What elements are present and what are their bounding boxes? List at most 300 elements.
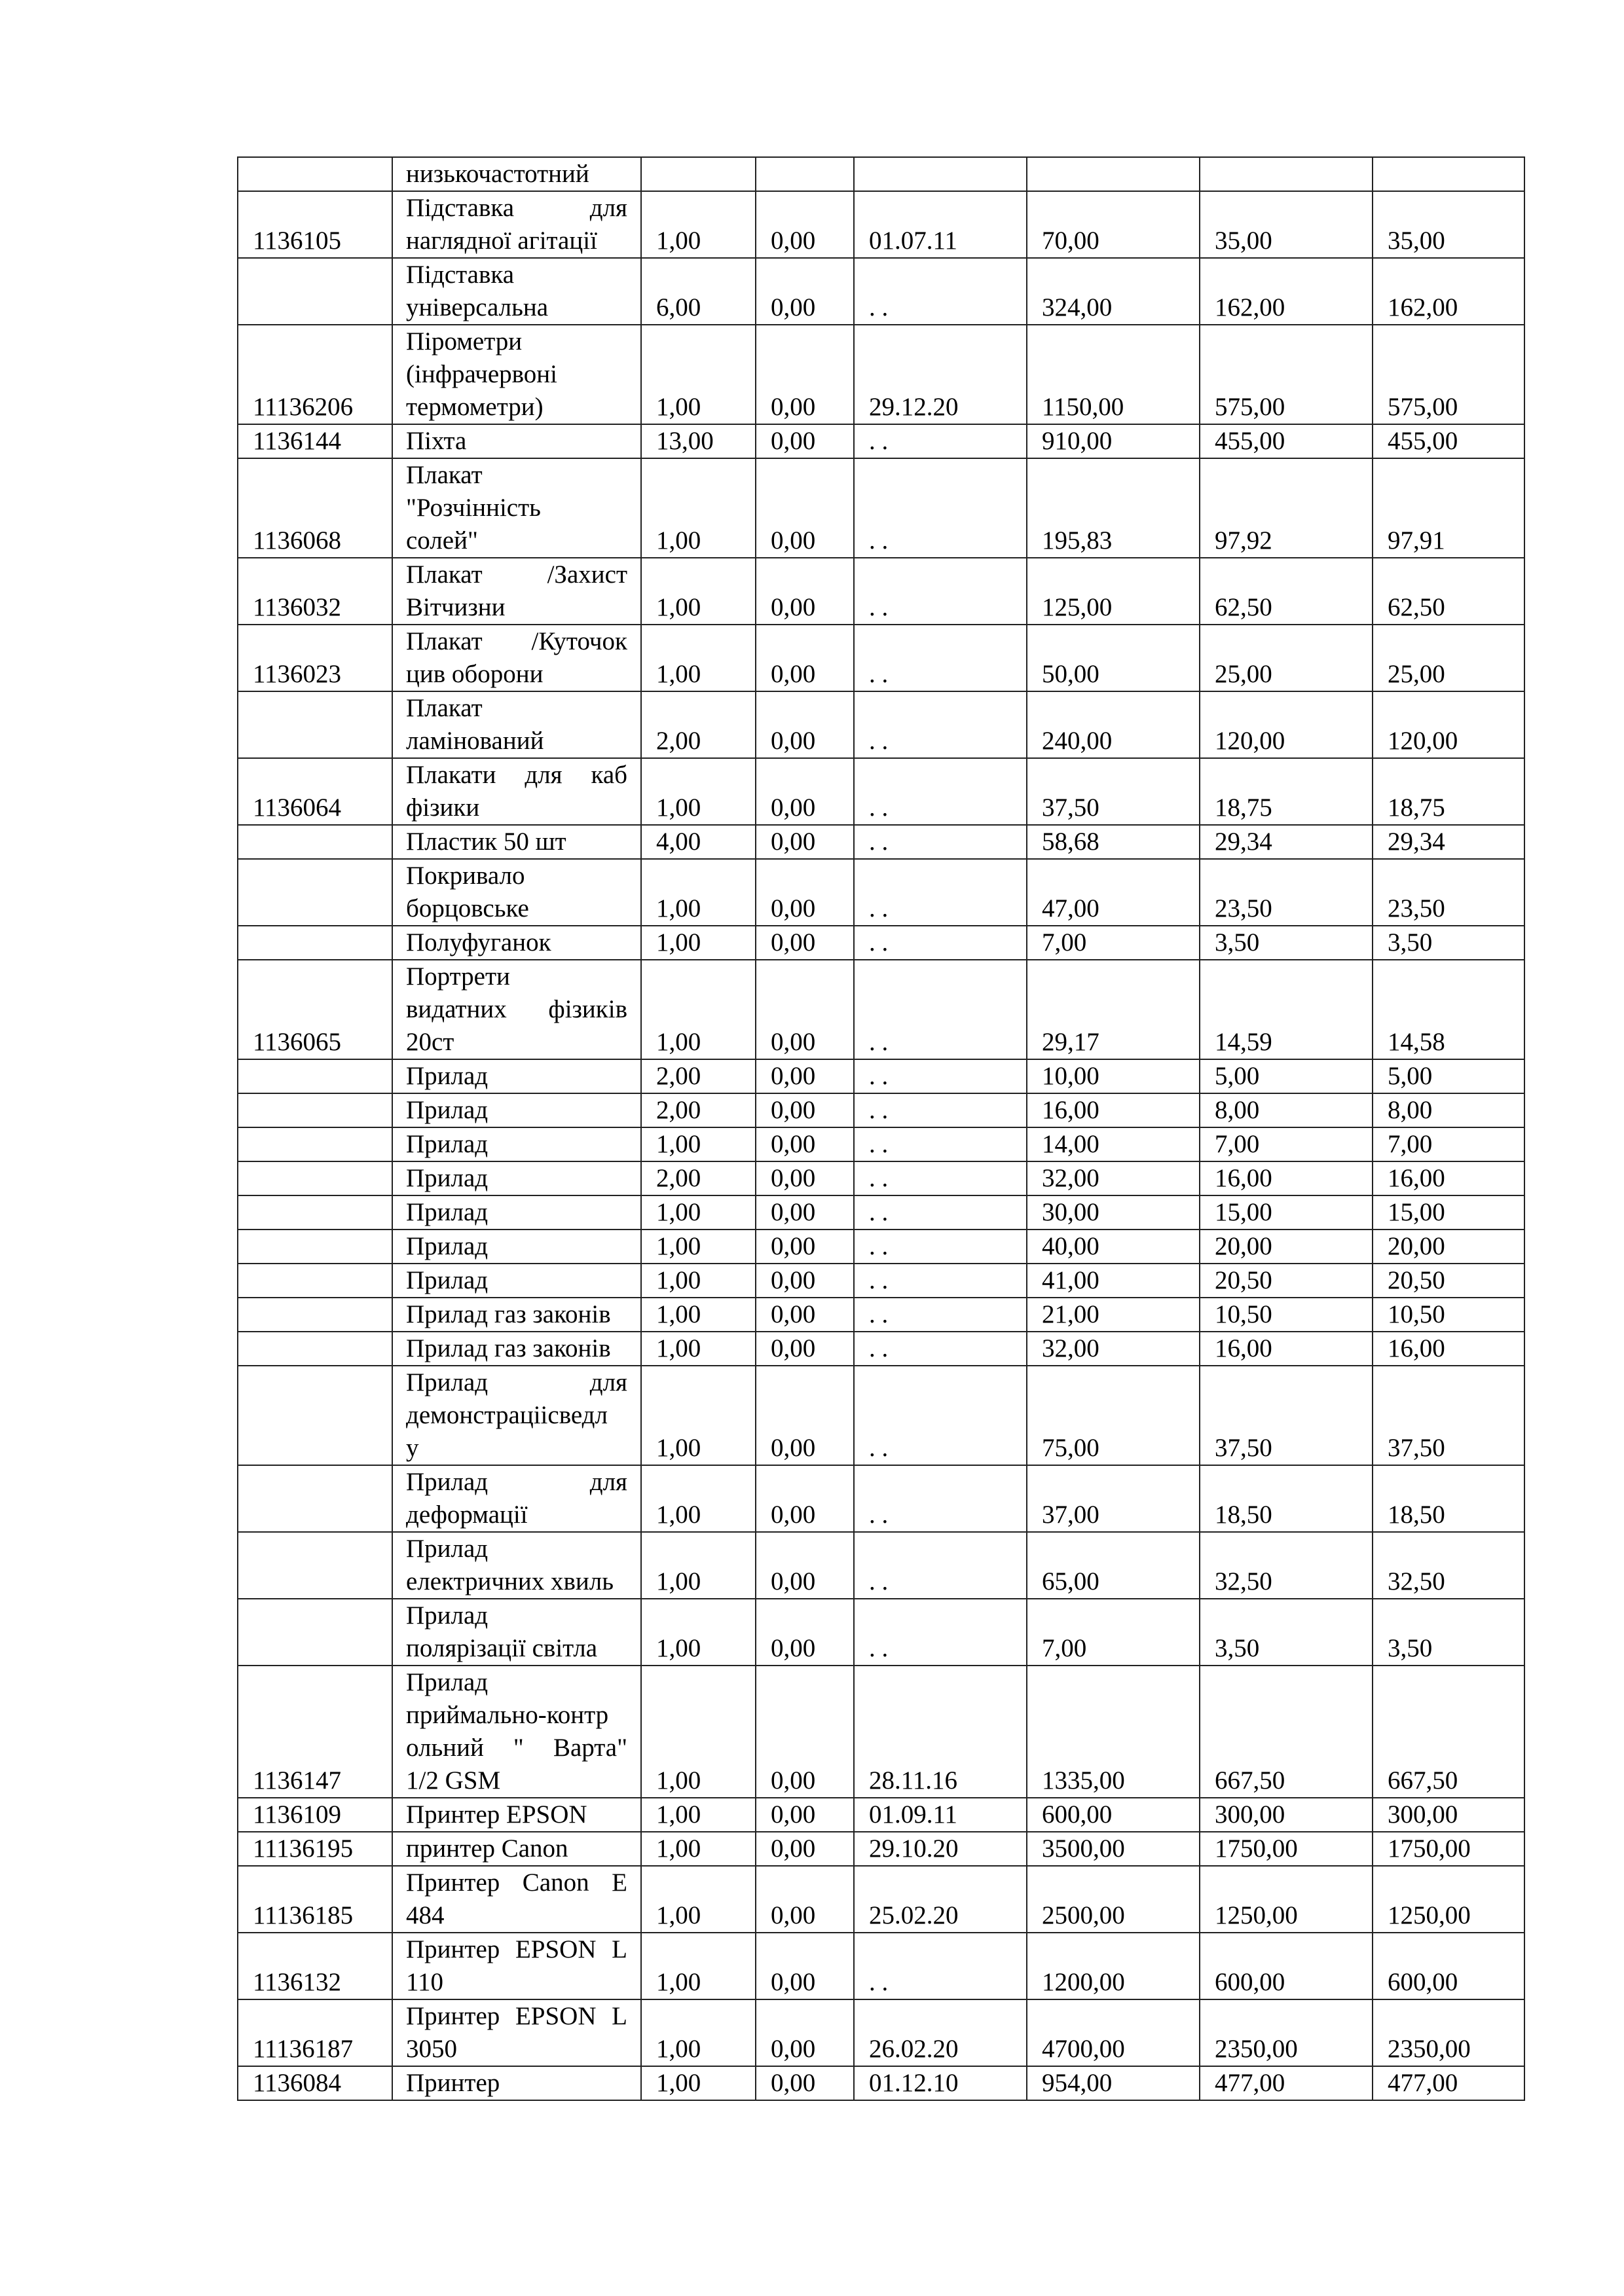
cell-value: 0,00 xyxy=(756,859,854,926)
cell-inventory-number xyxy=(238,1161,392,1195)
cell-residual-value: 37,50 xyxy=(1373,1366,1524,1465)
cell-item-name xyxy=(392,1599,641,1666)
cell-depreciation: 7,00 xyxy=(1200,1127,1373,1161)
item-name-line: приймально-контр xyxy=(406,1701,609,1729)
item-name-line: Плакат xyxy=(406,694,483,722)
cell-value xyxy=(756,157,854,191)
cell-quantity: 1,00 xyxy=(641,926,756,960)
cell-item-name xyxy=(392,558,641,625)
cell-value: 0,00 xyxy=(756,1366,854,1465)
cell-value: 0,00 xyxy=(756,1264,854,1298)
item-name-line: універсальна xyxy=(406,293,549,321)
cell-inventory-number: 11136195 xyxy=(238,1832,392,1866)
item-name-line: Плакат /Захист xyxy=(406,560,627,589)
cell-amount: 29,17 xyxy=(1027,960,1200,1059)
cell-amount: 324,00 xyxy=(1027,258,1200,325)
cell-quantity: 1,00 xyxy=(641,1366,756,1465)
cell-quantity: 1,00 xyxy=(641,1465,756,1532)
item-name-line: Принтер Canon E xyxy=(406,1868,627,1897)
item-name-line: Підставка xyxy=(406,261,515,289)
cell-item-name xyxy=(392,2066,641,2100)
item-name-line: Принтер xyxy=(406,2069,500,2097)
cell-amount: 70,00 xyxy=(1027,191,1200,258)
cell-depreciation: 120,00 xyxy=(1200,691,1373,758)
cell-residual-value: 32,50 xyxy=(1373,1532,1524,1599)
cell-quantity: 2,00 xyxy=(641,691,756,758)
cell-amount: 21,00 xyxy=(1027,1298,1200,1332)
cell-item-name xyxy=(392,424,641,458)
cell-date: . . xyxy=(854,1059,1027,1093)
cell-amount: 65,00 xyxy=(1027,1532,1200,1599)
cell-value: 0,00 xyxy=(756,625,854,691)
table-row xyxy=(238,458,1524,558)
cell-value: 0,00 xyxy=(756,1298,854,1332)
table-row xyxy=(238,424,1524,458)
item-name-line: 1/2 GSM xyxy=(406,1766,501,1795)
cell-quantity: 1,00 xyxy=(641,1230,756,1264)
table-row xyxy=(238,1933,1524,1999)
item-name-line: у xyxy=(406,1434,419,1462)
cell-quantity: 2,00 xyxy=(641,1059,756,1093)
item-name-line: Вітчизни xyxy=(406,593,506,621)
table-row xyxy=(238,691,1524,758)
item-name-line: (інфрачервоні xyxy=(406,360,557,388)
cell-quantity: 1,00 xyxy=(641,1264,756,1298)
cell-value: 0,00 xyxy=(756,691,854,758)
item-name-line: Прилад xyxy=(406,1601,489,1630)
cell-item-name xyxy=(392,325,641,424)
cell-residual-value: 18,50 xyxy=(1373,1465,1524,1532)
cell-value: 0,00 xyxy=(756,926,854,960)
cell-depreciation: 15,00 xyxy=(1200,1195,1373,1230)
cell-value: 0,00 xyxy=(756,1866,854,1933)
cell-amount: 47,00 xyxy=(1027,859,1200,926)
table-row xyxy=(238,960,1524,1059)
item-name-line: принтер Canon xyxy=(406,1834,568,1863)
item-name-line: Покривало xyxy=(406,862,525,890)
cell-quantity: 2,00 xyxy=(641,1161,756,1195)
cell-depreciation: 1750,00 xyxy=(1200,1832,1373,1866)
cell-inventory-number: 1136109 xyxy=(238,1798,392,1832)
cell-inventory-number xyxy=(238,1599,392,1666)
item-name-line: Прилад xyxy=(406,1130,489,1158)
cell-residual-value: 25,00 xyxy=(1373,625,1524,691)
cell-amount: 125,00 xyxy=(1027,558,1200,625)
table-row xyxy=(238,825,1524,859)
cell-date: . . xyxy=(854,1093,1027,1127)
cell-date: . . xyxy=(854,1127,1027,1161)
cell-date: . . xyxy=(854,1532,1027,1599)
cell-depreciation: 14,59 xyxy=(1200,960,1373,1059)
cell-inventory-number: 11136185 xyxy=(238,1866,392,1933)
cell-date: . . xyxy=(854,926,1027,960)
cell-quantity: 1,00 xyxy=(641,1332,756,1366)
item-name-line: "Розчінність xyxy=(406,494,541,522)
table-row xyxy=(238,758,1524,825)
cell-item-name xyxy=(392,1059,641,1093)
cell-residual-value: 14,58 xyxy=(1373,960,1524,1059)
cell-quantity: 1,00 xyxy=(641,325,756,424)
cell-quantity xyxy=(641,157,756,191)
cell-depreciation: 23,50 xyxy=(1200,859,1373,926)
inventory-table xyxy=(237,156,1525,2101)
cell-depreciation: 162,00 xyxy=(1200,258,1373,325)
item-name-line: деформації xyxy=(406,1501,528,1529)
cell-residual-value: 20,50 xyxy=(1373,1264,1524,1298)
table-row xyxy=(238,157,1524,191)
cell-depreciation: 97,92 xyxy=(1200,458,1373,558)
table-row xyxy=(238,625,1524,691)
cell-depreciation: 62,50 xyxy=(1200,558,1373,625)
cell-inventory-number xyxy=(238,157,392,191)
cell-date: 29.12.20 xyxy=(854,325,1027,424)
cell-item-name xyxy=(392,1532,641,1599)
cell-quantity: 1,00 xyxy=(641,1999,756,2066)
cell-inventory-number: 11136187 xyxy=(238,1999,392,2066)
item-name-line: Прилад xyxy=(406,1232,489,1260)
item-name-line: Полуфуганок xyxy=(406,928,551,957)
cell-item-name xyxy=(392,1465,641,1532)
cell-residual-value: 16,00 xyxy=(1373,1161,1524,1195)
cell-item-name xyxy=(392,258,641,325)
cell-depreciation: 20,00 xyxy=(1200,1230,1373,1264)
item-name-line: Прилад xyxy=(406,1668,489,1696)
item-name-line: Прилад xyxy=(406,1266,489,1294)
cell-amount xyxy=(1027,157,1200,191)
cell-inventory-number: 1136032 xyxy=(238,558,392,625)
cell-depreciation: 667,50 xyxy=(1200,1666,1373,1798)
cell-residual-value: 23,50 xyxy=(1373,859,1524,926)
table-body xyxy=(238,157,1524,2100)
cell-inventory-number: 1136065 xyxy=(238,960,392,1059)
cell-depreciation: 16,00 xyxy=(1200,1161,1373,1195)
cell-residual-value: 20,00 xyxy=(1373,1230,1524,1264)
cell-value: 0,00 xyxy=(756,1059,854,1093)
cell-item-name xyxy=(392,1264,641,1298)
cell-depreciation: 18,75 xyxy=(1200,758,1373,825)
cell-residual-value: 35,00 xyxy=(1373,191,1524,258)
cell-value: 0,00 xyxy=(756,325,854,424)
cell-depreciation: 8,00 xyxy=(1200,1093,1373,1127)
cell-amount: 1335,00 xyxy=(1027,1666,1200,1798)
cell-inventory-number xyxy=(238,691,392,758)
cell-depreciation: 300,00 xyxy=(1200,1798,1373,1832)
cell-item-name xyxy=(392,691,641,758)
cell-residual-value: 16,00 xyxy=(1373,1332,1524,1366)
cell-quantity: 1,00 xyxy=(641,1127,756,1161)
cell-value: 0,00 xyxy=(756,1933,854,1999)
cell-item-name xyxy=(392,1230,641,1264)
cell-quantity: 1,00 xyxy=(641,859,756,926)
cell-date: . . xyxy=(854,1465,1027,1532)
cell-value: 0,00 xyxy=(756,758,854,825)
cell-quantity: 1,00 xyxy=(641,1195,756,1230)
cell-inventory-number: 1136084 xyxy=(238,2066,392,2100)
cell-date: . . xyxy=(854,1599,1027,1666)
cell-amount: 32,00 xyxy=(1027,1332,1200,1366)
table-row xyxy=(238,1195,1524,1230)
table-row xyxy=(238,1264,1524,1298)
cell-amount: 40,00 xyxy=(1027,1230,1200,1264)
cell-item-name xyxy=(392,191,641,258)
cell-quantity: 1,00 xyxy=(641,1832,756,1866)
cell-residual-value: 29,34 xyxy=(1373,825,1524,859)
cell-item-name xyxy=(392,1832,641,1866)
cell-residual-value: 455,00 xyxy=(1373,424,1524,458)
cell-inventory-number xyxy=(238,258,392,325)
cell-inventory-number xyxy=(238,1127,392,1161)
table-row xyxy=(238,1298,1524,1332)
cell-date: . . xyxy=(854,1332,1027,1366)
cell-amount: 910,00 xyxy=(1027,424,1200,458)
cell-residual-value: 8,00 xyxy=(1373,1093,1524,1127)
cell-value: 0,00 xyxy=(756,1999,854,2066)
cell-value: 0,00 xyxy=(756,1465,854,1532)
cell-depreciation: 2350,00 xyxy=(1200,1999,1373,2066)
cell-inventory-number: 1136132 xyxy=(238,1933,392,1999)
cell-residual-value: 15,00 xyxy=(1373,1195,1524,1230)
cell-amount: 37,50 xyxy=(1027,758,1200,825)
item-name-line: Прилад xyxy=(406,1164,489,1192)
item-name-line: Піхта xyxy=(406,427,467,455)
cell-residual-value xyxy=(1373,157,1524,191)
table-row xyxy=(238,2066,1524,2100)
cell-depreciation: 16,00 xyxy=(1200,1332,1373,1366)
cell-item-name xyxy=(392,1666,641,1798)
item-name-line: 20ст xyxy=(406,1028,454,1056)
cell-amount: 41,00 xyxy=(1027,1264,1200,1298)
table-row xyxy=(238,926,1524,960)
cell-quantity: 6,00 xyxy=(641,258,756,325)
cell-date: 29.10.20 xyxy=(854,1832,1027,1866)
cell-item-name xyxy=(392,1866,641,1933)
cell-residual-value: 7,00 xyxy=(1373,1127,1524,1161)
cell-date: . . xyxy=(854,258,1027,325)
cell-amount: 240,00 xyxy=(1027,691,1200,758)
item-name-line: термометри) xyxy=(406,393,544,421)
table-row xyxy=(238,1999,1524,2066)
cell-value: 0,00 xyxy=(756,825,854,859)
cell-quantity: 1,00 xyxy=(641,1666,756,1798)
cell-residual-value: 3,50 xyxy=(1373,926,1524,960)
cell-inventory-number xyxy=(238,1332,392,1366)
cell-value: 0,00 xyxy=(756,1195,854,1230)
cell-residual-value: 120,00 xyxy=(1373,691,1524,758)
cell-residual-value: 3,50 xyxy=(1373,1599,1524,1666)
cell-date: . . xyxy=(854,825,1027,859)
cell-residual-value: 62,50 xyxy=(1373,558,1524,625)
item-name-line: Портрети xyxy=(406,962,510,991)
cell-item-name xyxy=(392,1332,641,1366)
item-name-line: фізики xyxy=(406,793,480,822)
cell-value: 0,00 xyxy=(756,1532,854,1599)
item-name-line: Прилад xyxy=(406,1198,489,1226)
cell-inventory-number: 1136068 xyxy=(238,458,392,558)
cell-amount: 50,00 xyxy=(1027,625,1200,691)
cell-item-name xyxy=(392,926,641,960)
cell-date: . . xyxy=(854,558,1027,625)
cell-value: 0,00 xyxy=(756,424,854,458)
cell-item-name xyxy=(392,758,641,825)
cell-amount: 37,00 xyxy=(1027,1465,1200,1532)
item-name-line: Пірометри xyxy=(406,327,523,355)
table-row xyxy=(238,1093,1524,1127)
cell-quantity: 1,00 xyxy=(641,191,756,258)
cell-amount: 195,83 xyxy=(1027,458,1200,558)
cell-inventory-number xyxy=(238,1093,392,1127)
cell-quantity: 1,00 xyxy=(641,960,756,1059)
cell-amount: 1200,00 xyxy=(1027,1933,1200,1999)
table-row xyxy=(238,325,1524,424)
item-name-line: Принтер EPSON xyxy=(406,1800,587,1829)
item-name-line: Прилад газ законів xyxy=(406,1334,611,1362)
table-row xyxy=(238,1127,1524,1161)
table-row xyxy=(238,1230,1524,1264)
cell-amount: 10,00 xyxy=(1027,1059,1200,1093)
table-row xyxy=(238,1832,1524,1866)
cell-value: 0,00 xyxy=(756,258,854,325)
cell-date: 28.11.16 xyxy=(854,1666,1027,1798)
item-name-line: Прилад xyxy=(406,1096,489,1124)
cell-amount: 2500,00 xyxy=(1027,1866,1200,1933)
item-name-line: полярізації світла xyxy=(406,1634,598,1662)
table-row xyxy=(238,1599,1524,1666)
cell-item-name xyxy=(392,859,641,926)
cell-date: . . xyxy=(854,1933,1027,1999)
cell-inventory-number xyxy=(238,1532,392,1599)
cell-depreciation: 18,50 xyxy=(1200,1465,1373,1532)
cell-item-name xyxy=(392,1127,641,1161)
cell-residual-value: 1250,00 xyxy=(1373,1866,1524,1933)
cell-depreciation: 3,50 xyxy=(1200,926,1373,960)
cell-depreciation: 32,50 xyxy=(1200,1532,1373,1599)
cell-inventory-number xyxy=(238,859,392,926)
cell-quantity: 1,00 xyxy=(641,1933,756,1999)
cell-value: 0,00 xyxy=(756,1127,854,1161)
cell-amount: 3500,00 xyxy=(1027,1832,1200,1866)
cell-date: 01.07.11 xyxy=(854,191,1027,258)
cell-inventory-number xyxy=(238,926,392,960)
cell-amount: 7,00 xyxy=(1027,1599,1200,1666)
item-name-line: 484 xyxy=(406,1901,445,1929)
cell-value: 0,00 xyxy=(756,1832,854,1866)
cell-quantity: 1,00 xyxy=(641,625,756,691)
cell-date xyxy=(854,157,1027,191)
cell-quantity: 1,00 xyxy=(641,758,756,825)
cell-amount: 4700,00 xyxy=(1027,1999,1200,2066)
cell-date: . . xyxy=(854,458,1027,558)
cell-date: . . xyxy=(854,691,1027,758)
cell-date: . . xyxy=(854,960,1027,1059)
item-name-line: цив оборони xyxy=(406,660,544,688)
item-name-line: Плакат xyxy=(406,461,483,489)
cell-quantity: 1,00 xyxy=(641,558,756,625)
cell-residual-value: 575,00 xyxy=(1373,325,1524,424)
cell-amount: 30,00 xyxy=(1027,1195,1200,1230)
cell-inventory-number xyxy=(238,1366,392,1465)
cell-item-name xyxy=(392,625,641,691)
cell-quantity: 1,00 xyxy=(641,458,756,558)
cell-quantity: 1,00 xyxy=(641,1798,756,1832)
item-name-line: Підставка для xyxy=(406,194,627,222)
item-name-line: видатних фізиків xyxy=(406,995,627,1023)
table-row xyxy=(238,1332,1524,1366)
cell-value: 0,00 xyxy=(756,458,854,558)
cell-amount: 75,00 xyxy=(1027,1366,1200,1465)
cell-residual-value: 5,00 xyxy=(1373,1059,1524,1093)
cell-inventory-number xyxy=(238,1195,392,1230)
table-row xyxy=(238,1161,1524,1195)
item-name-line: Прилад для xyxy=(406,1468,627,1496)
cell-inventory-number: 1136147 xyxy=(238,1666,392,1798)
item-name-line: демонстраціісведл xyxy=(406,1401,608,1429)
cell-value: 0,00 xyxy=(756,1161,854,1195)
cell-amount: 600,00 xyxy=(1027,1798,1200,1832)
cell-quantity: 1,00 xyxy=(641,1298,756,1332)
cell-amount: 14,00 xyxy=(1027,1127,1200,1161)
table-row xyxy=(238,1532,1524,1599)
table-row xyxy=(238,1666,1524,1798)
cell-residual-value: 162,00 xyxy=(1373,258,1524,325)
cell-item-name xyxy=(392,458,641,558)
item-name-line: Пластик 50 шт xyxy=(406,828,566,856)
cell-value: 0,00 xyxy=(756,191,854,258)
table-row xyxy=(238,1059,1524,1093)
cell-item-name xyxy=(392,1161,641,1195)
cell-quantity: 4,00 xyxy=(641,825,756,859)
cell-quantity: 2,00 xyxy=(641,1093,756,1127)
cell-date: . . xyxy=(854,625,1027,691)
item-name-line: ольний " Варта" xyxy=(406,1734,627,1762)
cell-value: 0,00 xyxy=(756,1666,854,1798)
cell-date: . . xyxy=(854,1161,1027,1195)
cell-value: 0,00 xyxy=(756,1230,854,1264)
cell-depreciation xyxy=(1200,157,1373,191)
cell-quantity: 1,00 xyxy=(641,2066,756,2100)
cell-value: 0,00 xyxy=(756,960,854,1059)
cell-residual-value: 667,50 xyxy=(1373,1666,1524,1798)
cell-amount: 16,00 xyxy=(1027,1093,1200,1127)
cell-residual-value: 10,50 xyxy=(1373,1298,1524,1332)
cell-date: . . xyxy=(854,424,1027,458)
item-name-line: Прилад для xyxy=(406,1368,627,1396)
cell-inventory-number xyxy=(238,825,392,859)
cell-item-name xyxy=(392,1093,641,1127)
cell-amount: 954,00 xyxy=(1027,2066,1200,2100)
cell-depreciation: 3,50 xyxy=(1200,1599,1373,1666)
cell-value: 0,00 xyxy=(756,2066,854,2100)
cell-residual-value: 300,00 xyxy=(1373,1798,1524,1832)
item-name-line: низькочастотний xyxy=(406,160,589,188)
cell-residual-value: 477,00 xyxy=(1373,2066,1524,2100)
cell-item-name xyxy=(392,157,641,191)
item-name-line: солей" xyxy=(406,526,478,555)
cell-amount: 58,68 xyxy=(1027,825,1200,859)
item-name-line: електричних хвиль xyxy=(406,1567,614,1595)
cell-inventory-number: 1136023 xyxy=(238,625,392,691)
cell-value: 0,00 xyxy=(756,1093,854,1127)
table-row xyxy=(238,1465,1524,1532)
cell-depreciation: 20,50 xyxy=(1200,1264,1373,1298)
cell-item-name xyxy=(392,1999,641,2066)
cell-depreciation: 1250,00 xyxy=(1200,1866,1373,1933)
cell-value: 0,00 xyxy=(756,1599,854,1666)
cell-date: . . xyxy=(854,1195,1027,1230)
cell-residual-value: 600,00 xyxy=(1373,1933,1524,1999)
cell-inventory-number: 11136206 xyxy=(238,325,392,424)
cell-value: 0,00 xyxy=(756,1332,854,1366)
cell-inventory-number: 1136064 xyxy=(238,758,392,825)
